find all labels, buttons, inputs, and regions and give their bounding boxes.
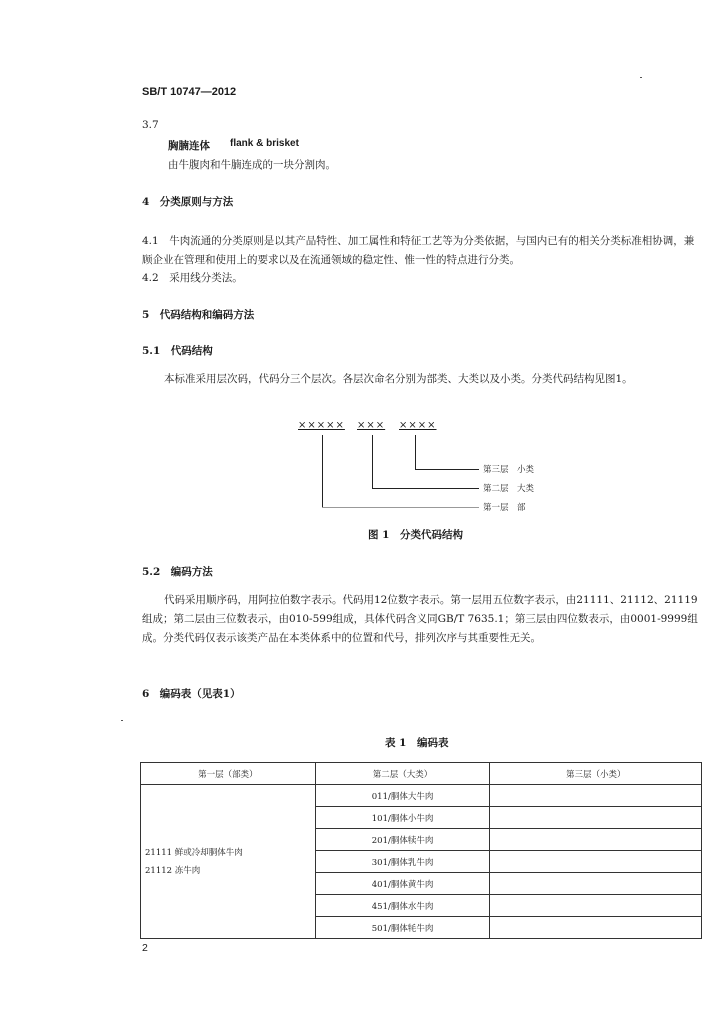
label-layer-3: 第三层 小类 [483,465,535,475]
connector-layer-2-horizontal [372,488,479,489]
code-part-3: ×××× [399,420,437,431]
section-5-heading: 5 代码结构和编码方法 [142,309,255,321]
third-layer-cell [490,785,702,807]
section-3-7-number: 3.7 [142,119,159,131]
table-header-row [141,763,702,785]
figure-caption: 图 1 分类代码结构 [368,529,463,541]
term-definition: 由牛腹肉和牛腩连成的一块分割肉。 [168,159,336,171]
third-layer-cell [490,895,702,917]
third-layer-cell [490,917,702,939]
table-row [141,785,702,807]
label-layer-1: 第一层 部 [483,503,526,513]
table-title: 表 1 编码表 [385,737,449,749]
third-layer-cell [490,851,702,873]
section-5-1-heading: 5.1 代码结构 [142,345,213,357]
term-chinese: 胸腩连体 [168,140,210,152]
code-part-2: ××× [357,420,386,431]
label-layer-2: 第二层 大类 [483,484,535,494]
first-layer-item: 21112 冻牛肉 [145,865,201,876]
first-layer-item: 21111 鲜或冷却胴体牛肉 [145,847,243,858]
column-header-layer-3: 第三层（小类） [490,763,702,785]
section-6-heading: 6 编码表（见表1） [142,688,241,700]
scan-speck [640,77,642,78]
second-layer-cell: 011/胴体大牛肉 [315,785,490,807]
standard-code: SB/T 10747—2012 [142,86,237,98]
clause-4-1: 4.1 牛肉流通的分类原则是以其产品特性、加工属性和特征工艺等为分类依据，与国内已有的相关分类标准相协调，兼顾企业在管理和使用上的要求以及在流通领域的稳定性、惟一性的特点进行分类。 [142,235,695,266]
second-layer-cell: 451/胴体水牛肉 [315,895,490,917]
code-part-1: ××××× [298,420,345,431]
term-english: flank & brisket [230,138,299,149]
scan-speck [121,720,123,721]
page-number: 2 [142,942,148,954]
second-layer-cell: 301/胴体乳牛肉 [315,851,490,873]
column-header-layer-2: 第二层（大类） [315,763,490,785]
second-layer-cell: 101/胴体小牛肉 [315,807,490,829]
section-5-1-text: 本标准采用层次码，代码分三个层次。各层次命名分别为部类、大类以及小类。分类代码结构见图1。 [164,373,633,385]
connector-layer-1-vertical [322,435,323,507]
column-header-layer-1: 第一层（部类） [141,763,316,785]
second-layer-cell: 501/胴体牦牛肉 [315,917,490,939]
connector-layer-3-horizontal [415,469,479,470]
section-4-heading: 4 分类原则与方法 [142,196,234,208]
third-layer-cell [490,829,702,851]
second-layer-cell: 201/胴体犊牛肉 [315,829,490,851]
connector-layer-3-vertical [415,435,416,469]
section-5-2-text: 代码采用顺序码，用阿拉伯数字表示。代码用12位数字表示。第一层用五位数字表示，由21111、21112、21119组成；第二层由三位数表示，由010-599组成，具体代码含义同GB/T 7635.1；第三层由四位数表示，由0001-9999组成。分类代码仅表示该类产品在本类体系中的位置和代号，排列次序与其重要性无关。 [142,594,698,644]
connector-layer-1-horizontal [322,507,479,508]
third-layer-cell [490,807,702,829]
third-layer-cell [490,873,702,895]
connector-layer-2-vertical [372,435,373,488]
coding-table [140,762,702,939]
first-layer-cell [141,785,316,939]
clause-4-2: 4.2 采用线分类法。 [142,272,243,284]
section-5-2-heading: 5.2 编码方法 [142,566,213,578]
second-layer-cell: 401/胴体黄牛肉 [315,873,490,895]
